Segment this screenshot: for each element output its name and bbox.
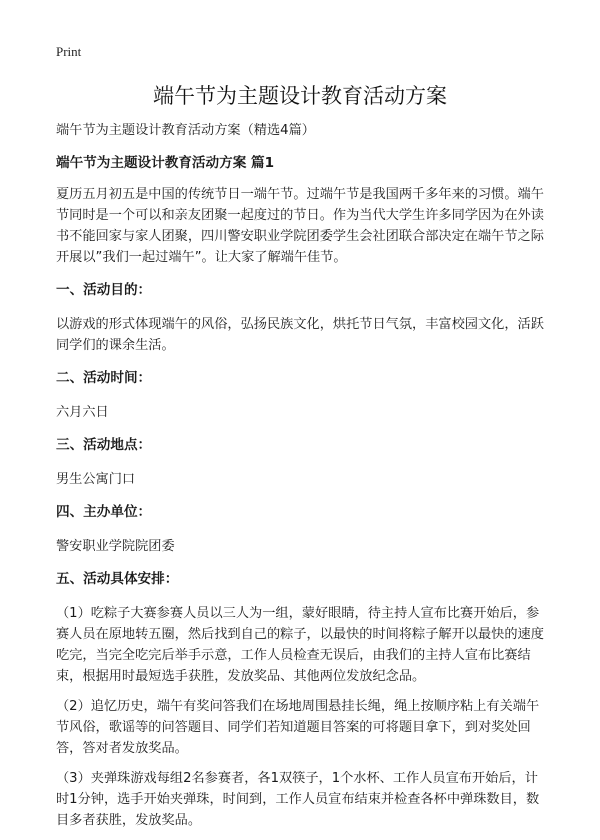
section-text-organizer: 警安职业学院院团委 [56,539,175,554]
page-title: 端午节为主题设计教育活动方案 [153,84,447,108]
article-heading: 端午节为主题设计教育活动方案 篇1 [56,155,275,171]
intro-paragraph: 夏历五月初五是中国的传统节日一端午节。过端午节是我国两千多年来的习惯。端午节同时是一个可以和亲友团聚一起度过的节日。作为当代大学生许多同学因为在外读书不能回家与家人团聚，四川警安职业学院团委学生会社团联合部决定在端午节之际开展以”我们一起过端午”。让大家了解端午佳节。 [56,187,544,265]
section-heading-time: 二、活动时间： [56,370,152,386]
schedule-item: （1）吃粽子大赛参赛人员以三人为一组，蒙好眼睛，待主持人宣布比赛开始后，参赛人员在原地转五圈，然后找到自己的粽子，以最快的时间将粽子解开以最快的速度吃完，当完全吃完后举手示意，工作人员检查无误后，由我们的主持人宣布比赛结束，根据用时最短选手获胜，发放奖品、其他两位发放纪念品。 [56,606,544,684]
article-subtitle: 端午节为主题设计教育活动方案（精选4篇） [56,123,315,138]
section-text-purpose: 以游戏的形式体现端午的风俗，弘扬民族文化，烘托节日气氛，丰富校园文化，活跃同学们的课余生活。 [56,317,544,353]
article-body [56,120,548,840]
section-heading-organizer: 四、主办单位： [56,504,152,520]
print-link[interactable]: Print [56,44,82,59]
schedule-item: （2）追忆历史，端午有奖问答我们在场地周围悬挂长绳，绳上按顺序粘上有关端午节风俗，歌谣等的问答题目、同学们若知道题目答案的可将题目拿下，到对奖处回答，答对者发放奖品。 [56,699,540,756]
section-text-time: 六月六日 [56,405,109,420]
section-heading-location: 三、活动地点： [56,437,152,453]
section-text-location: 男生公寓门口 [56,472,136,487]
schedule-item: （3）夹弹珠游戏每组2名参赛者，各1双筷子，1个水杯、工作人员宣布开始后，计时1分钟，选手开始夹弹珠，时间到，工作人员宣布结束并检查各杯中弹珠数目，数目多者获胜，发放奖品。 [56,771,540,828]
section-heading-schedule: 五、活动具体安排： [56,571,179,587]
section-heading-purpose: 一、活动目的： [56,282,152,298]
